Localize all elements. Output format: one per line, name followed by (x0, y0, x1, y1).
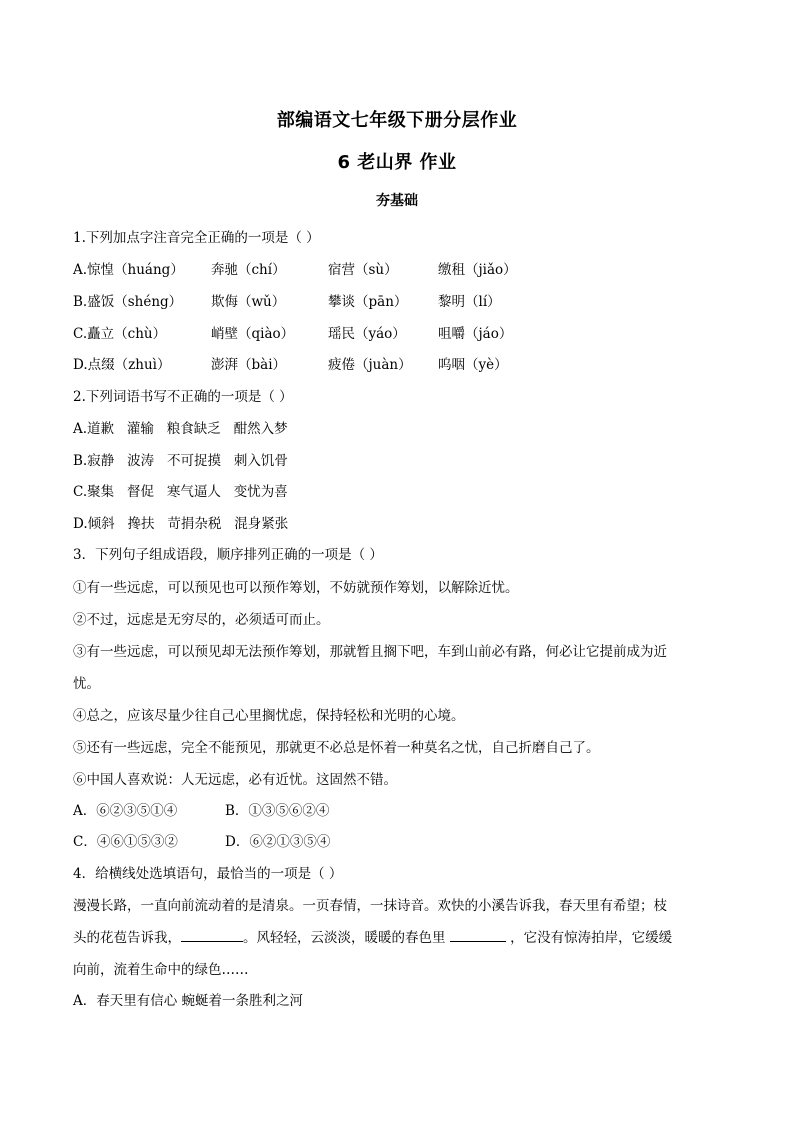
q1-b-item-4: 黎明（lí） (438, 294, 501, 310)
q1-c-item-2: 峭壁（qiào） (211, 326, 295, 342)
q1-c-item-1: C.矗立（chù） (73, 326, 167, 342)
fill-blank-2 (450, 929, 506, 942)
q1-c-item-4: 咀嚼（jáo） (438, 326, 513, 342)
q2-option-a: A.道歉 灌输 粮食缺乏 酣然入梦 (73, 421, 288, 437)
q4-passage-text-a: 头的花苞告诉我， (73, 930, 181, 946)
fill-blank-1 (181, 929, 243, 942)
q1-d-item-2: 澎湃（bài） (211, 357, 287, 373)
q1-b-item-1: B.盛饭（shéng） (73, 294, 183, 310)
q4-option-a: A．春天里有信心 蜿蜒着一条胜利之河 (73, 993, 304, 1009)
q3-sentence-3-cont: 忧。 (73, 676, 100, 692)
q3-option-b: B．①③⑤⑥②④ (225, 803, 330, 819)
q4-passage-line-3: 向前，流着生命中的绿色…… (73, 962, 249, 978)
q3-sentence-6: ⑥中国人喜欢说：人无远虑，必有近忧。这固然不错。 (73, 772, 397, 788)
q2-option-c: C.聚集 督促 寒气逼人 变忧为喜 (73, 484, 288, 500)
q4-passage-text-b: 。风轻轻，云淡淡，暖暖的春色里 (243, 930, 450, 946)
lesson-title: 6 老山界 作业 (337, 152, 457, 173)
q2-option-d: D.倾斜 搀扶 苛捐杂税 混身紧张 (73, 516, 289, 532)
q1-d-item-3: 疲倦（juàn） (328, 357, 412, 373)
q3-sentence-5: ⑤还有一些远虑，完全不能预见，那就更不必总是怀着一种莫名之忧，自己折磨自己了。 (73, 740, 600, 756)
q4-passage-text-c: ，它没有惊涛拍岸，它缓缓 (505, 930, 673, 946)
document-title: 部编语文七年级下册分层作业 (276, 110, 518, 131)
q1-a-item-1: A.惊惶（huáng） (73, 262, 184, 278)
q3-option-d: D．⑥②①③⑤④ (225, 834, 331, 850)
question-2-stem: 2.下列词语书写不正确的一项是（ ） (73, 389, 293, 405)
q3-option-c: C．④⑥①⑤③② (73, 834, 178, 850)
q1-d-item-4: 呜咽（yè） (438, 357, 508, 373)
q1-b-item-2: 欺侮（wǔ） (211, 294, 286, 310)
section-heading: 夯基础 (376, 193, 418, 209)
q3-sentence-2: ②不过，远虑是无穷尽的，必须适可而止。 (73, 612, 330, 628)
q2-option-b: B.寂静 波涛 不可捉摸 刺入饥骨 (73, 453, 288, 469)
q4-passage-line-2 (73, 929, 725, 947)
q1-a-item-2: 奔驰（chí） (211, 262, 286, 278)
q1-c-item-3: 瑶民（yáo） (328, 326, 406, 342)
q3-sentence-4: ④总之，应该尽量少往自己心里搁忧虑，保持轻松和光明的心境。 (73, 708, 465, 724)
q1-a-item-4: 缴租（jiǎo） (438, 262, 517, 278)
question-1-stem: 1.下列加点字注音完全正确的一项是（ ） (73, 230, 320, 246)
q3-option-a: A．⑥②③⑤①④ (73, 803, 178, 819)
question-3-stem: 3．下列句子组成语段，顺序排列正确的一项是（ ） (73, 547, 383, 563)
q3-sentence-1: ①有一些远虑，可以预见也可以预作筹划，不妨就预作筹划，以解除近忧。 (73, 580, 519, 596)
q1-a-item-3: 宿营（sù） (328, 262, 398, 278)
q4-passage-line-1: 漫漫长路，一直向前流动着的是清泉。一页春情，一抹诗音。欢快的小溪告诉我，春天里有希望；枝 (73, 898, 667, 914)
question-4-stem: 4．给横线处选填语句，最恰当的一项是（ ） (73, 866, 343, 882)
q1-d-item-1: D.点缀（zhuì） (73, 357, 171, 373)
q1-b-item-3: 攀谈（pān） (328, 294, 408, 310)
q3-sentence-3: ③有一些远虑，可以预见却无法预作筹划，那就暂且搁下吧，车到山前必有路，何必让它提前成为近 (73, 644, 667, 660)
